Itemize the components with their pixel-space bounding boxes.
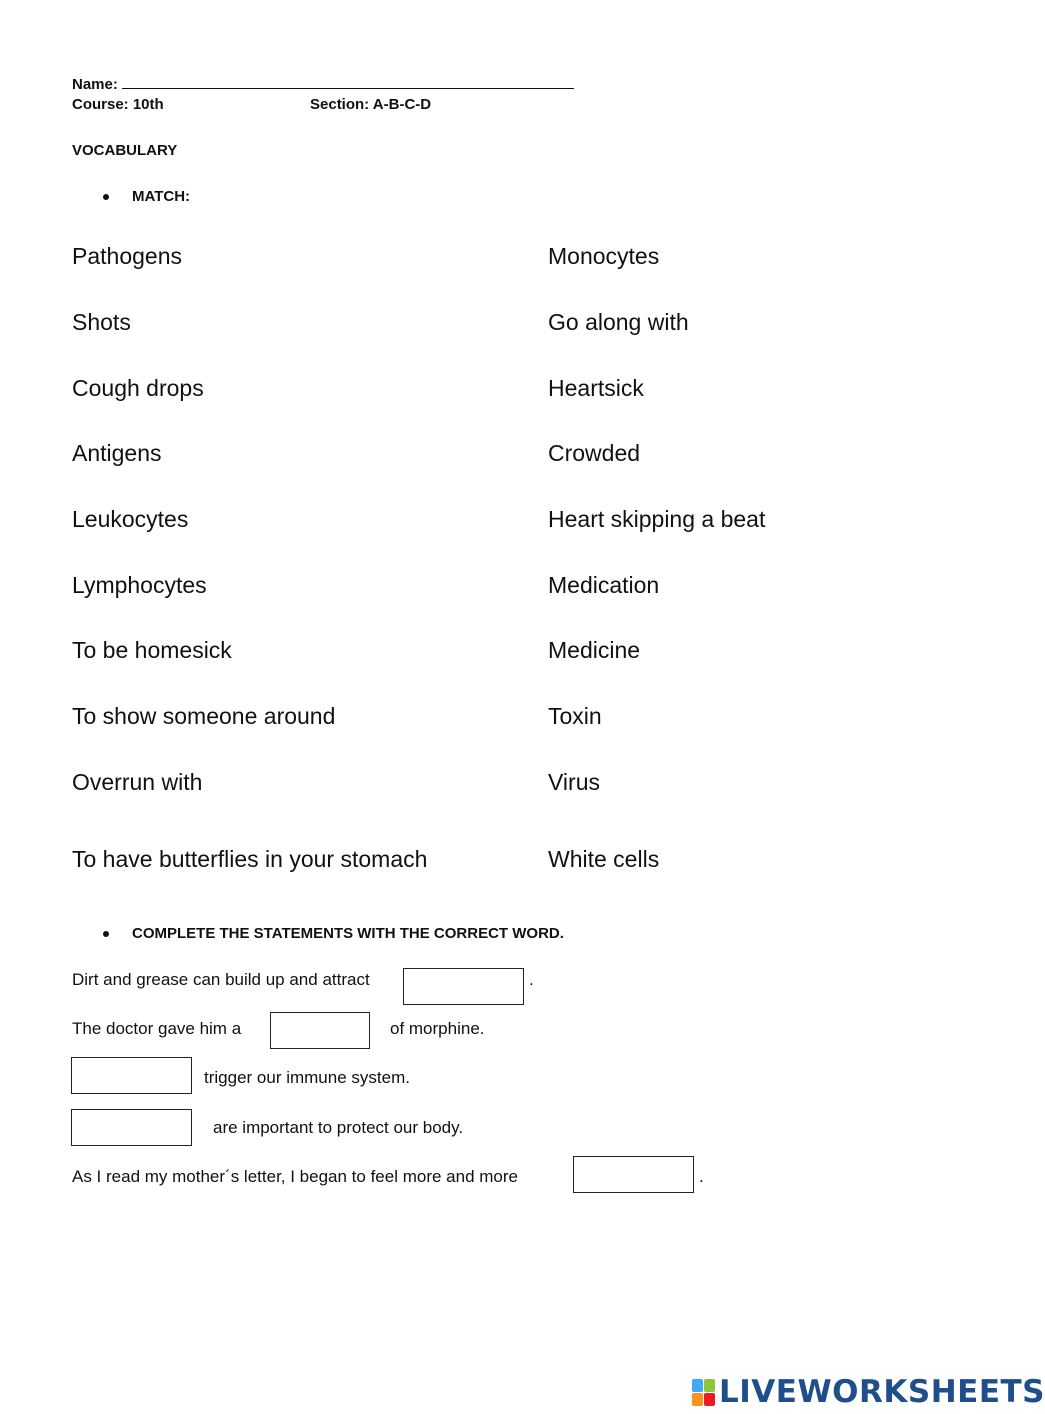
match-right-item: Virus bbox=[548, 769, 600, 795]
logo-grid-icon bbox=[692, 1379, 715, 1406]
logo-square bbox=[704, 1379, 715, 1392]
match-right-item: Medication bbox=[548, 572, 660, 598]
match-left-item: To show someone around bbox=[72, 703, 336, 729]
logo-square bbox=[692, 1379, 703, 1392]
match-right-item: Medicine bbox=[548, 637, 641, 663]
match-right-item: Monocytes bbox=[548, 243, 660, 269]
statement-5-end: . bbox=[699, 1167, 704, 1186]
name-line bbox=[122, 74, 574, 89]
match-left-item: Antigens bbox=[72, 440, 162, 466]
match-right-item: Crowded bbox=[548, 440, 641, 466]
match-left-item: Overrun with bbox=[72, 769, 203, 795]
statement-1-text: Dirt and grease can build up and attract bbox=[72, 970, 370, 989]
match-right-item: Go along with bbox=[548, 309, 689, 335]
answer-input-2[interactable] bbox=[270, 1012, 370, 1049]
match-right-item: White cells bbox=[548, 846, 660, 872]
statement-5-text: As I read my mother´s letter, I began to feel more and more bbox=[72, 1167, 518, 1186]
match-left-item: Cough drops bbox=[72, 375, 204, 401]
statement-2-text: The doctor gave him a bbox=[72, 1019, 242, 1038]
answer-input-1[interactable] bbox=[403, 968, 524, 1005]
logo-text: LIVEWORKSHEETS bbox=[719, 1374, 1045, 1410]
liveworksheets-logo bbox=[692, 1374, 1045, 1410]
match-left-item: Lymphocytes bbox=[72, 572, 207, 598]
answer-input-5[interactable] bbox=[573, 1156, 694, 1193]
statement-4-text: are important to protect our body. bbox=[213, 1118, 464, 1137]
vocabulary-title: VOCABULARY bbox=[72, 142, 178, 159]
statement-1-end: . bbox=[529, 970, 534, 989]
match-left-item: To have butterflies in your stomach bbox=[72, 846, 428, 872]
bullet-icon bbox=[103, 194, 109, 200]
match-left-item: Shots bbox=[72, 309, 131, 335]
match-left-item: Pathogens bbox=[72, 243, 182, 269]
statement-2-end: of morphine. bbox=[390, 1019, 485, 1038]
course-label: Course: 10th bbox=[72, 96, 164, 113]
logo-square bbox=[704, 1393, 715, 1406]
match-label: MATCH: bbox=[132, 188, 191, 205]
match-right-item: Toxin bbox=[548, 703, 602, 729]
answer-input-3[interactable] bbox=[71, 1057, 192, 1094]
name-label: Name: bbox=[72, 76, 118, 93]
bullet-icon bbox=[103, 931, 109, 937]
logo-square bbox=[692, 1393, 703, 1406]
match-left-item: Leukocytes bbox=[72, 506, 189, 532]
match-right-item: Heartsick bbox=[548, 375, 644, 401]
match-right-item: Heart skipping a beat bbox=[548, 506, 766, 532]
statement-3-text: trigger our immune system. bbox=[204, 1068, 410, 1087]
name-row bbox=[72, 74, 574, 93]
answer-input-4[interactable] bbox=[71, 1109, 192, 1146]
complete-label: COMPLETE THE STATEMENTS WITH THE CORRECT WORD. bbox=[132, 925, 564, 942]
section-label: Section: A-B-C-D bbox=[310, 96, 432, 113]
match-left-item: To be homesick bbox=[72, 637, 232, 663]
